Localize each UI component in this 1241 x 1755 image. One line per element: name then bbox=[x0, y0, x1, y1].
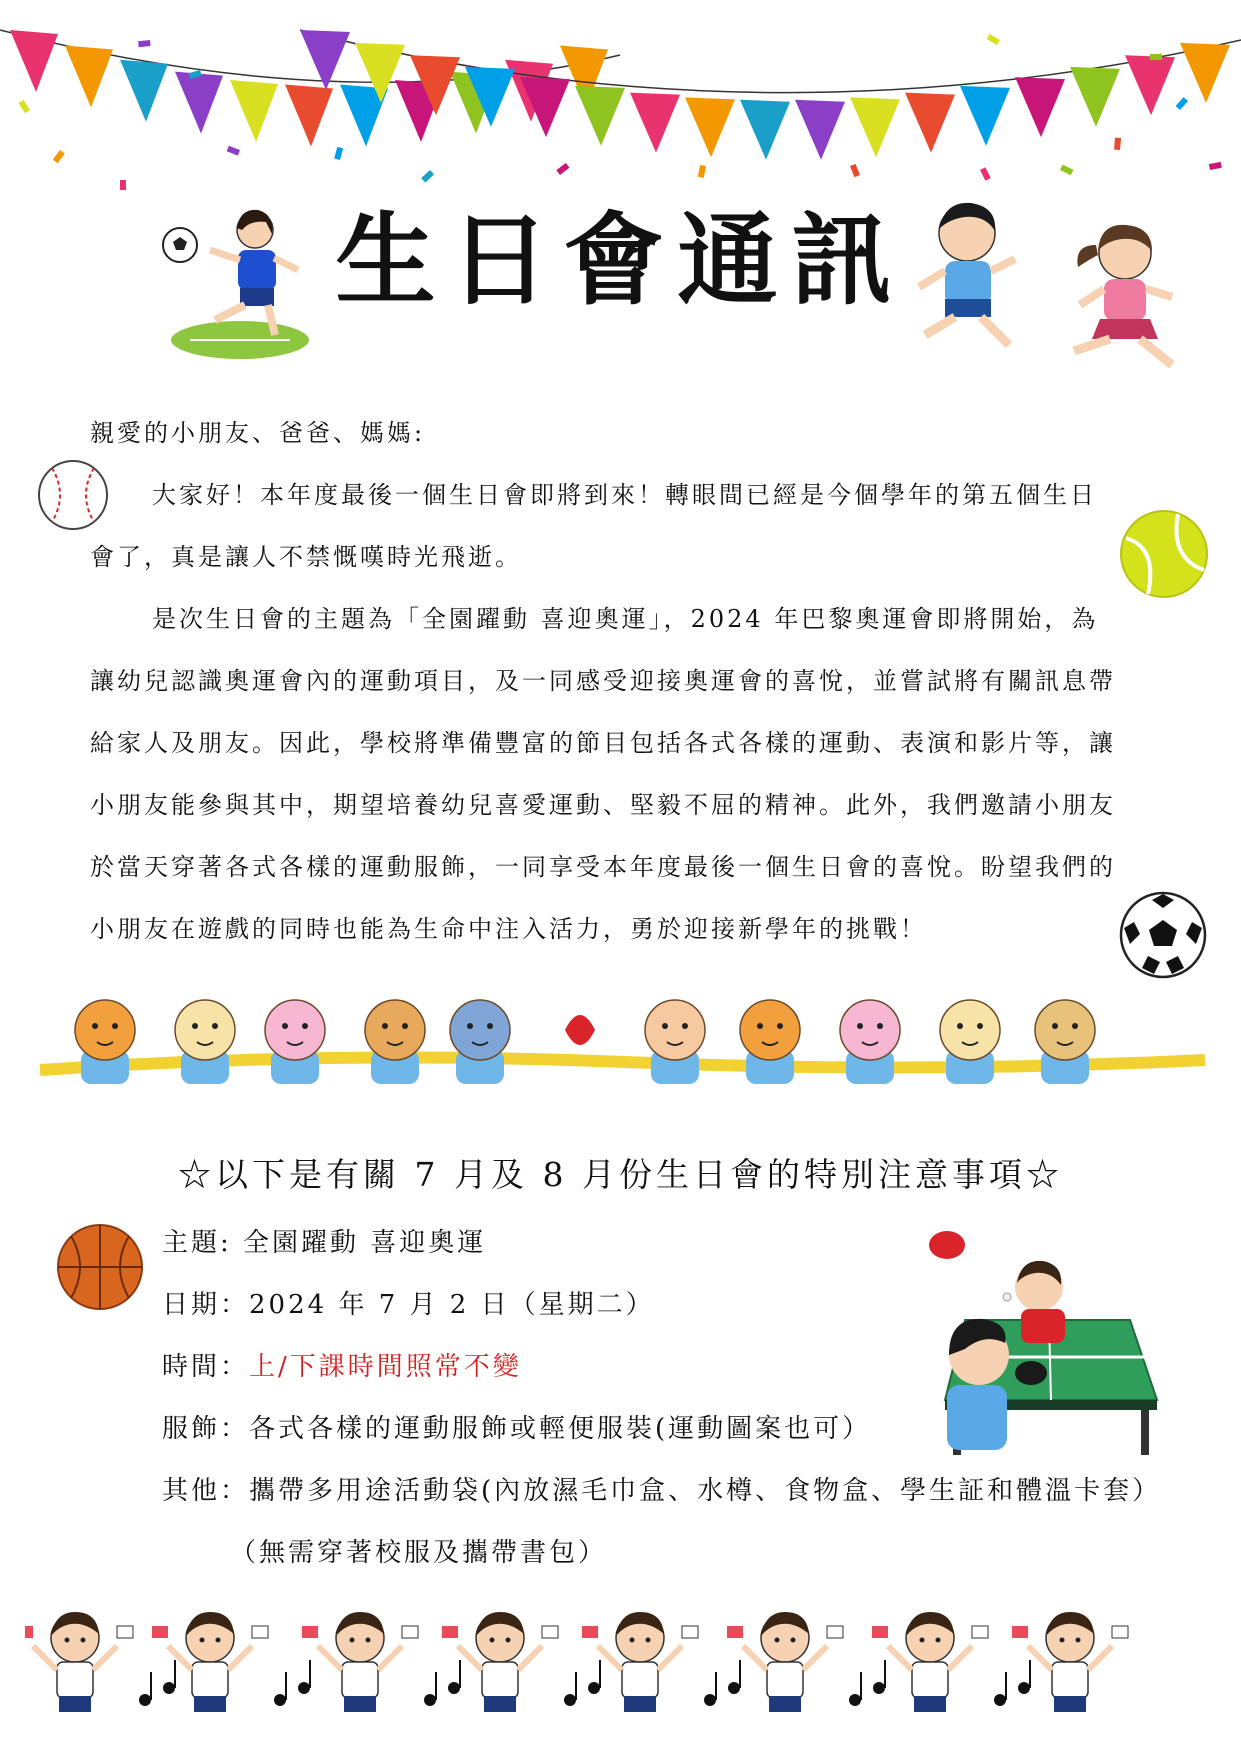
info-time-value: 上/下課時間照常不變 bbox=[249, 1352, 522, 1382]
cheering-children-icon bbox=[25, 1600, 1220, 1740]
info-date bbox=[162, 1285, 655, 1325]
info-other-value: 攜帶多用途活動袋(內放濕毛巾盒、水樽、食物盒、學生証和體溫卡套） bbox=[249, 1476, 1162, 1506]
paragraph-intro: 大家好！本年度最後一個生日會即將到來！轉眼間已經是今個學年的第五個生日會了，真是讓人不禁慨嘆時光飛逝。 bbox=[90, 481, 1097, 571]
running-boy-icon bbox=[905, 195, 1025, 355]
tug-of-war-animals-icon bbox=[35, 990, 1215, 1105]
running-girl-icon bbox=[1060, 215, 1190, 375]
info-attire-value: 各式各樣的運動服飾或輕便服裝(運動圖案也可） bbox=[249, 1414, 872, 1444]
soccer-ball-icon bbox=[1118, 890, 1208, 980]
info-attire bbox=[162, 1409, 871, 1449]
info-attire-label: 服飾： bbox=[162, 1414, 250, 1444]
tennis-ball-icon bbox=[1118, 508, 1210, 600]
info-note: （無需穿著校服及攜帶書包） bbox=[230, 1538, 608, 1568]
baseball-icon bbox=[36, 458, 110, 532]
letter-body bbox=[90, 402, 1120, 960]
info-date-label: 日期： bbox=[162, 1290, 250, 1320]
info-date-value: 2024 年 7 月 2 日（星期二） bbox=[249, 1290, 655, 1320]
info-time-label: 時間： bbox=[162, 1352, 250, 1382]
greeting: 親愛的小朋友、爸爸、媽媽: bbox=[90, 419, 426, 447]
info-theme-label: 主題: bbox=[162, 1228, 232, 1258]
table-tennis-icon bbox=[925, 1205, 1165, 1460]
basketball-icon bbox=[55, 1222, 145, 1312]
info-other-label: 其他： bbox=[162, 1476, 250, 1506]
info-theme bbox=[162, 1223, 486, 1263]
page-title: 生日會通訊 bbox=[335, 201, 906, 319]
info-time bbox=[162, 1347, 522, 1387]
bunting-flags-icon bbox=[0, 0, 1241, 190]
info-other bbox=[162, 1471, 1161, 1511]
paragraph-theme: 是次生日會的主題為「全園躍動 喜迎奧運」，2024 年巴黎奧運會即將開始，為讓幼兒認識奧運會內的運動項目，及一同感受迎接奧運會的喜悅，並嘗試將有關訊息帶給家人及朋友。因此，學校將準備豐富的節目包括各式各樣的運動、表演和影片等，讓小朋友能參與其中，期望培養幼兒喜愛運動、堅毅不屈的精神。此外，我們邀請小朋友於當天穿著各式各樣的運動服飾，一同享受本年度最後一個生日會的喜悅。盼望我們的小朋友在遊戲的同時也能為生命中注入活力，勇於迎接新學年的挑戰！ bbox=[90, 605, 1116, 943]
special-notice-heading: ☆以下是有關 7 月及 8 月份生日會的特別注意事項☆ bbox=[178, 1155, 1063, 1194]
info-theme-value: 全園躍動 喜迎奧運 bbox=[243, 1228, 487, 1258]
